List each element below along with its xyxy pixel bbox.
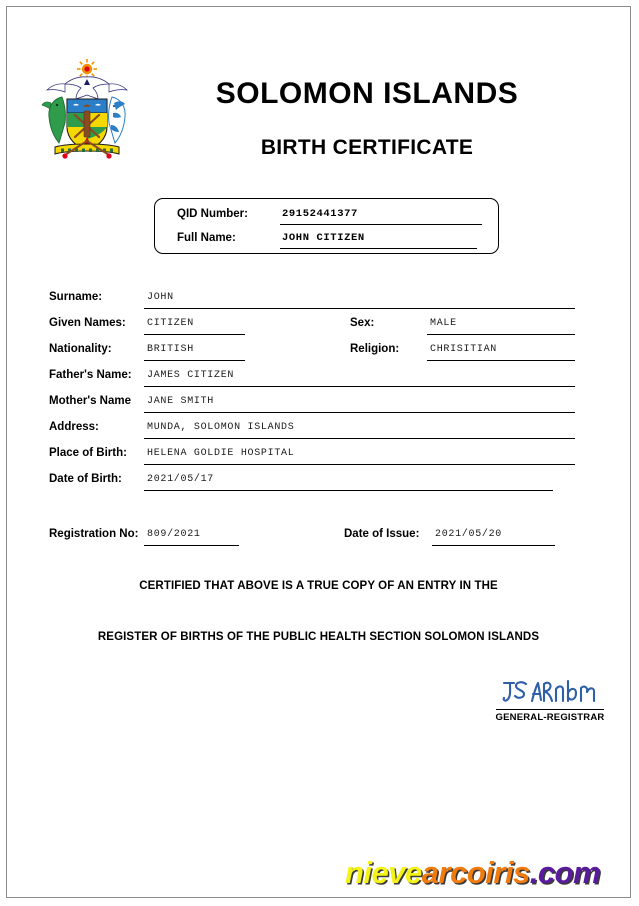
field-sex-value: MALE — [430, 318, 457, 329]
full-name-label: Full Name: — [177, 232, 236, 244]
field-sex-underline — [427, 334, 575, 335]
field-given-names-label: Given Names: — [49, 317, 126, 329]
field-place-of-birth — [49, 444, 579, 466]
field-mothers-name — [49, 392, 579, 414]
field-sex — [350, 314, 580, 336]
field-date-of-birth-label: Date of Birth: — [49, 473, 122, 485]
solomon-islands-coat-of-arms-icon — [35, 55, 139, 175]
title-block — [157, 77, 577, 160]
qid-number-underline — [280, 224, 482, 225]
field-sex-label: Sex: — [350, 317, 375, 329]
site-watermark — [345, 855, 600, 891]
qid-summary-box — [154, 198, 499, 254]
handwritten-signature-icon — [496, 675, 604, 709]
field-religion-label: Religion: — [350, 343, 400, 355]
field-given-names-value: CITIZEN — [147, 318, 194, 329]
field-fathers-name-label: Father's Name: — [49, 369, 132, 381]
certification-line-2: REGISTER OF BIRTHS OF THE PUBLIC HEALTH SECTION SOLOMON ISLANDS — [97, 631, 540, 643]
field-surname-value: JOHN — [147, 292, 174, 303]
certificate-page — [6, 6, 631, 898]
field-religion-underline — [427, 360, 575, 361]
field-surname — [49, 288, 579, 310]
document-subtitle: BIRTH CERTIFICATE — [260, 136, 474, 159]
field-fathers-name — [49, 366, 579, 388]
field-mothers-name-value: JANE SMITH — [147, 396, 215, 407]
field-registration-no-underline — [144, 545, 239, 546]
field-address — [49, 418, 579, 440]
field-surname-label: Surname: — [49, 291, 103, 303]
field-registration-no — [49, 525, 269, 547]
field-date-of-issue-value: 2021/05/20 — [435, 529, 503, 540]
field-address-label: Address: — [49, 421, 99, 433]
full-name-value: JOHN CITIZEN — [282, 232, 365, 244]
field-date-of-issue-label: Date of Issue: — [344, 528, 420, 540]
signature-underline — [496, 709, 604, 710]
field-place-of-birth-label: Place of Birth: — [49, 447, 127, 459]
field-surname-underline — [144, 308, 575, 309]
field-place-of-birth-value: HELENA GOLDIE HOSPITAL — [147, 448, 295, 459]
page-title: SOLOMON ISLANDS — [215, 77, 519, 110]
field-date-of-issue-underline — [432, 545, 555, 546]
field-nationality-value: BRITISH — [147, 344, 194, 355]
field-nationality-label: Nationality: — [49, 343, 112, 355]
field-nationality-underline — [144, 360, 245, 361]
field-registration-no-value: 809/2021 — [147, 529, 201, 540]
field-given-names — [49, 314, 259, 336]
watermark-segment-c: .com — [529, 855, 601, 890]
certification-line-1: CERTIFIED THAT ABOVE IS A TRUE COPY OF AN ENTRY IN THE — [139, 580, 498, 592]
registrar-title-label: GENERAL-REGISTRAR — [495, 712, 605, 723]
field-mothers-name-label: Mother's Name — [49, 395, 131, 407]
field-fathers-name-underline — [144, 386, 575, 387]
field-religion — [350, 340, 580, 362]
full-name-underline — [280, 248, 477, 249]
field-mothers-name-underline — [144, 412, 575, 413]
field-registration-no-label: Registration No: — [49, 528, 139, 540]
field-given-names-underline — [144, 334, 245, 335]
watermark-segment-b: arcoiris — [421, 855, 530, 890]
full-name-row — [177, 230, 482, 250]
field-address-underline — [144, 438, 575, 439]
field-date-of-birth-value: 2021/05/17 — [147, 474, 215, 485]
field-date-of-issue — [344, 525, 574, 547]
qid-number-row — [177, 206, 482, 226]
qid-number-label: QID Number: — [177, 208, 248, 220]
field-nationality — [49, 340, 259, 362]
field-fathers-name-value: JAMES CITIZEN — [147, 370, 235, 381]
signature-block — [496, 675, 604, 727]
field-date-of-birth-underline — [144, 490, 553, 491]
field-place-of-birth-underline — [144, 464, 575, 465]
field-date-of-birth — [49, 470, 559, 492]
watermark-segment-a: nieve — [345, 855, 422, 890]
field-address-value: MUNDA, SOLOMON ISLANDS — [147, 422, 295, 433]
qid-number-value: 29152441377 — [282, 208, 358, 220]
document-header — [7, 7, 630, 182]
field-religion-value: CHRISITIAN — [430, 344, 498, 355]
